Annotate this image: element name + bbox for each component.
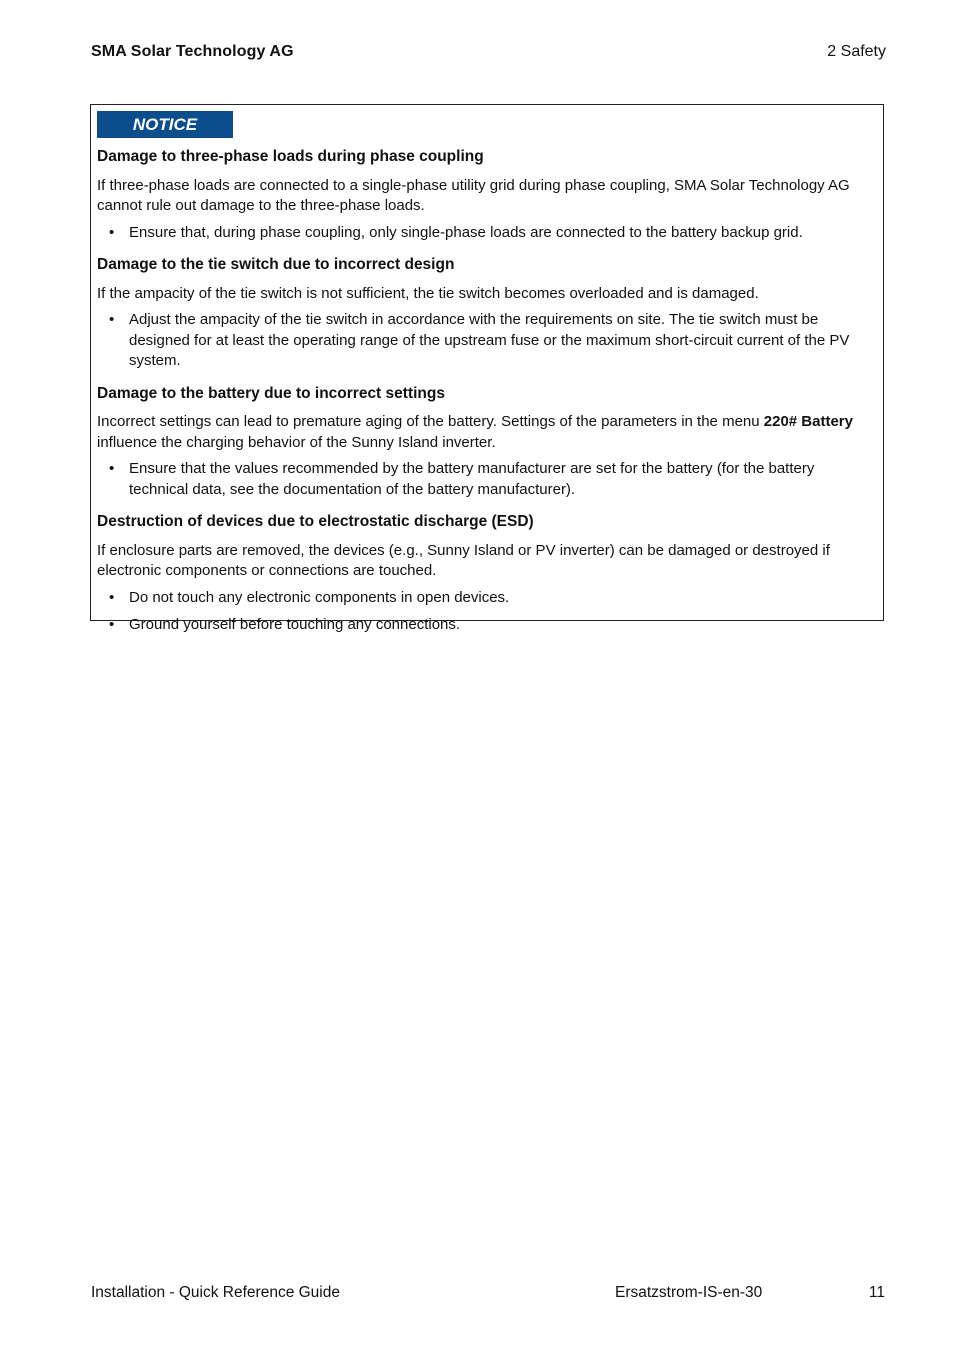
footer-doc-title: Installation - Quick Reference Guide [91,1284,340,1301]
section-text [97,412,875,453]
section-text: If enclosure parts are removed, the devices (e.g., Sunny Island or PV inverter) can be damaged or destroyed if electronic components or connections are touched. [97,541,830,579]
header-company: SMA Solar Technology AG [91,43,294,60]
section-heading: Damage to three-phase loads during phase coupling [97,148,484,165]
list-item: • Ground yourself before touching any connections. [97,615,875,636]
notice-section-phase-coupling [97,147,875,243]
footer-page-number: 11 [868,1284,885,1301]
text-run: Incorrect settings can lead to premature aging of the battery. Settings of the parameters in the menu [97,413,764,430]
text-run: influence the charging behavior of the Sunny Island inverter. [97,433,496,451]
notice-section-tie-switch [97,255,875,372]
notice-content [97,147,875,648]
notice-box [90,104,884,633]
bullet-list [97,310,875,372]
header-chapter: 2 Safety [827,43,886,60]
list-item: • Adjust the ampacity of the tie switch in accordance with the requirements on site. The tie switch must be designed for at least the operating range of the upstream fuse or the maximum short-circuit current of the PV system. [97,310,875,372]
section-heading: Damage to the battery due to incorrect settings [97,384,445,402]
section-text: If the ampacity of the tie switch is not sufficient, the tie switch becomes overloaded and is damaged. [97,284,759,302]
bullet-list [97,223,875,244]
notice-section-battery-settings [97,384,875,501]
section-heading: Destruction of devices due to electrostatic discharge (ESD) [97,513,534,530]
bullet-list [97,459,875,500]
menu-name: 220# Battery [763,413,853,430]
notice-label: NOTICE [97,111,233,138]
list-item: • Ensure that, during phase coupling, only single-phase loads are connected to the battery backup grid. [97,223,875,244]
section-text: If three-phase loads are connected to a single-phase utility grid during phase coupling, SMA Solar Technology AG cannot rule out damage to the three-phase loads. [97,176,850,214]
footer-doc-code: Ersatzstrom-IS-en-30 [615,1284,763,1301]
bullet-list [97,588,875,636]
section-heading: Damage to the tie switch due to incorrect design [97,256,455,273]
notice-section-esd [97,512,875,636]
list-item: • Ensure that the values recommended by the battery manufacturer are set for the battery (for the battery technical data, see the documentation of the battery manufacturer). [97,459,875,500]
list-item: • Do not touch any electronic components in open devices. [97,588,875,609]
